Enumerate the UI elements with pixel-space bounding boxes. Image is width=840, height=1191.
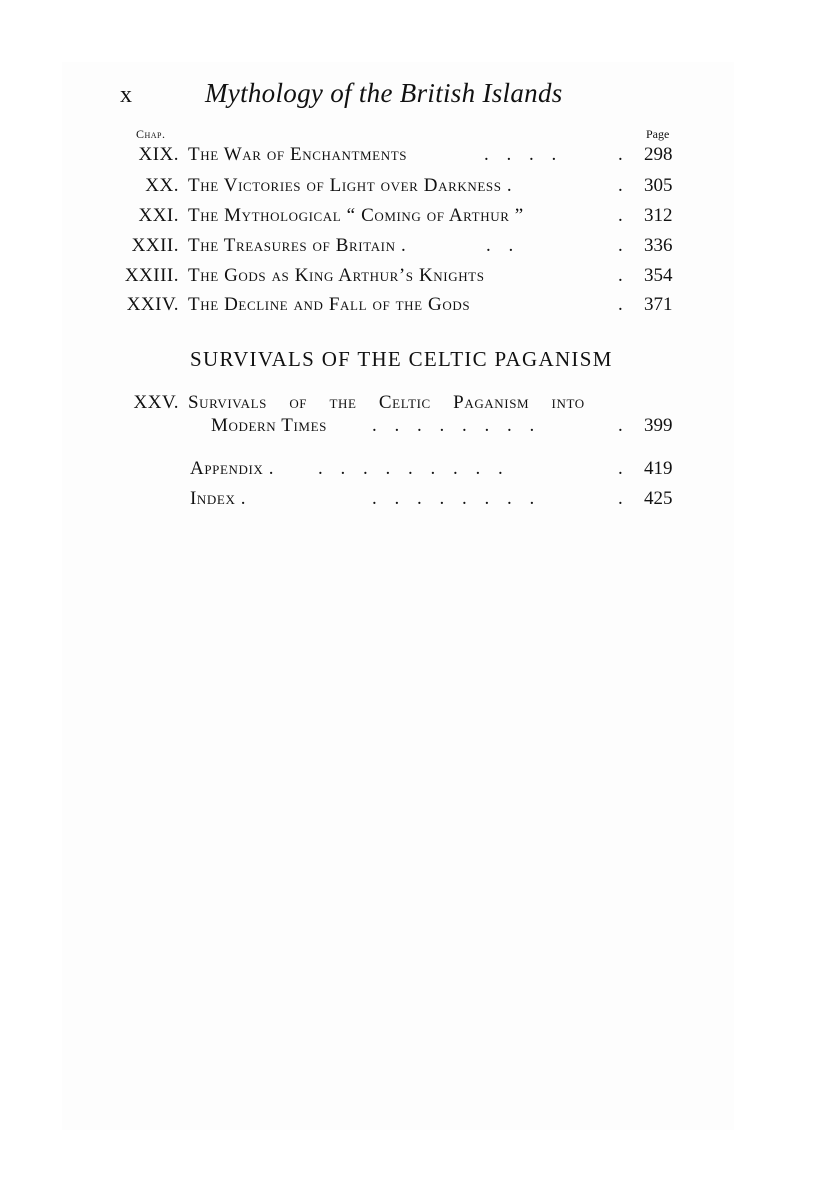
- toc-entry: [0, 458, 840, 488]
- toc-entry: [0, 175, 840, 205]
- toc-entry: [0, 488, 840, 518]
- toc-entry: [0, 235, 840, 265]
- page-ref: . 354: [618, 265, 673, 286]
- page-ref: . 298: [618, 144, 673, 165]
- page-ref: . 419: [618, 458, 673, 479]
- page-ref: . 336: [618, 235, 673, 256]
- chapter-title: The War of Enchantments: [188, 144, 408, 165]
- chapter-numeral: XXIV.: [126, 294, 179, 315]
- page-number-ref: 305: [644, 175, 673, 196]
- page-number-ref: 419: [644, 458, 673, 479]
- page-ref: . 371: [618, 294, 673, 315]
- section-heading: SURVIVALS OF THE CELTIC PAGANISM: [190, 347, 613, 371]
- chapter-title: The Victories of Light over Darkness .: [188, 175, 513, 196]
- running-head: [0, 78, 840, 114]
- chapter-numeral: XXV.: [133, 392, 179, 413]
- chapter-numeral: XX.: [145, 175, 179, 196]
- page-number-ref: 298: [644, 144, 673, 165]
- toc-entry: [0, 144, 840, 174]
- page-ref: . 425: [618, 488, 673, 509]
- chapter-numeral: XXI.: [138, 205, 179, 226]
- chapter-title: The Gods as King Arthur’s Knights: [188, 265, 485, 286]
- dot-leader: . . . . . . . .: [372, 415, 535, 436]
- dot-leader: . . . . . . . . .: [318, 458, 503, 479]
- toc-entry: [0, 294, 840, 324]
- back-matter-title: Appendix .: [190, 458, 275, 479]
- page-number-ref: 354: [644, 265, 673, 286]
- toc-entry: [0, 265, 840, 295]
- chapter-numeral: XXII.: [131, 235, 179, 256]
- chapter-numeral: XIX.: [138, 144, 179, 165]
- page-ref: . 399: [618, 415, 673, 436]
- back-matter-title: Index .: [190, 488, 247, 509]
- page-number-ref: 312: [644, 205, 673, 226]
- chapter-numeral: XXIII.: [124, 265, 179, 286]
- page-column-heading: Page: [646, 127, 670, 141]
- page-number-ref: 336: [644, 235, 673, 256]
- chapter-title: Survivals of the Celtic Paganism into: [188, 392, 585, 413]
- chapter-column-heading: Chap.: [136, 127, 166, 141]
- page-number-ref: 371: [644, 294, 673, 315]
- book-title: Mythology of the British Islands: [205, 78, 563, 108]
- column-headings: [0, 127, 840, 145]
- page-ref: . 305: [618, 175, 673, 196]
- page-ref: . 312: [618, 205, 673, 226]
- chapter-title: The Decline and Fall of the Gods: [188, 294, 471, 315]
- chapter-title-continuation: Modern Times: [211, 415, 327, 436]
- page-number: x: [120, 82, 133, 108]
- dot-leader: . .: [486, 235, 514, 256]
- page-number-ref: 399: [644, 415, 673, 436]
- toc-entry: [0, 205, 840, 235]
- page-number-ref: 425: [644, 488, 673, 509]
- dot-leader: . . . . . . . .: [372, 488, 535, 509]
- toc-entry-continuation: [0, 415, 840, 445]
- chapter-title: The Treasures of Britain .: [188, 235, 407, 256]
- dot-leader: . . . .: [484, 144, 557, 165]
- chapter-title: The Mythological “ Coming of Arthur ”: [188, 205, 524, 226]
